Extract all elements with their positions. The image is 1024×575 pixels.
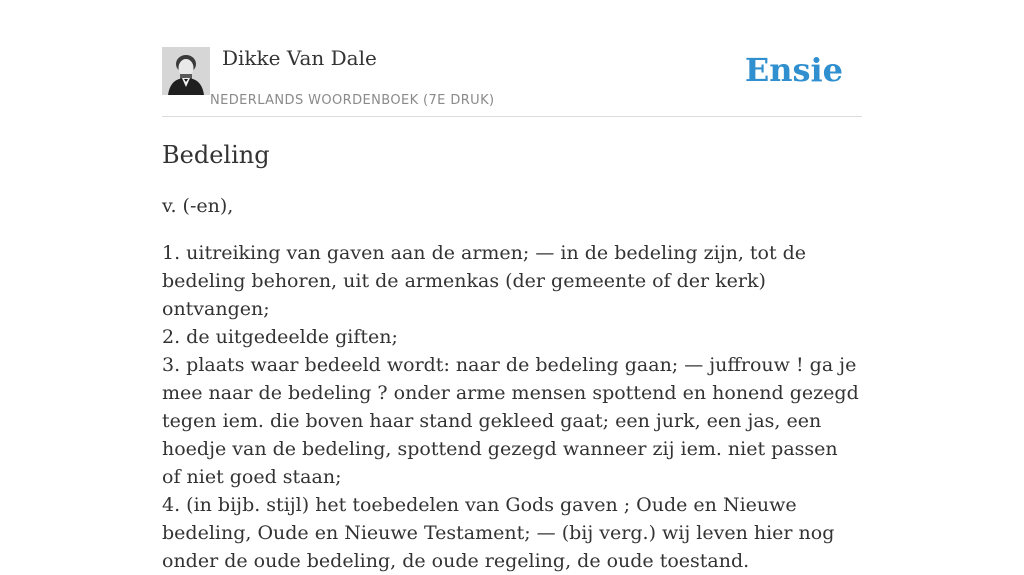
page-content xyxy=(162,0,862,572)
definition-item: 3. plaats waar bedeeld wordt: naar de bedeling gaan; — juffrouw ! ga je mee naar de bedeling ? onder arme mensen spottend en honend gezegd tegen iem. die boven haar stand gekleed gaat; een jurk, een jas, een hoedje van de bedeling, spottend gezegd wanneer zij iem. niet passen of niet goed staan; xyxy=(162,354,859,488)
grammar-info: v. (-en), xyxy=(162,195,234,217)
author-portrait-icon xyxy=(162,47,210,95)
definition-item: 2. de uitgedeelde giften; xyxy=(162,326,398,348)
definition-item: 1. uitreiking van gaven aan de armen; — in de bedeling zijn, tot de bedeling behoren, uit de armenkas (der gemeente of der kerk) ontvangen; xyxy=(162,242,807,320)
author-avatar[interactable] xyxy=(162,47,210,95)
author-name[interactable]: Dikke Van Dale xyxy=(222,46,377,70)
brand-logo[interactable]: Ensie xyxy=(744,51,843,89)
entry-header xyxy=(162,0,862,117)
source-label: NEDERLANDS WOORDENBOEK (7E DRUK) xyxy=(210,93,495,108)
entry-title: Bedeling xyxy=(162,141,270,169)
definition-item: 4. (in bijb. stijl) het toebedelen van Gods gaven ; Oude en Nieuwe bedeling, Oude en Nieuwe Testament; — (bij verg.) wij leven hier nog onder de oude bedeling, de oude regeling, de oude toestand. xyxy=(162,494,835,572)
definitions-list xyxy=(162,239,862,575)
